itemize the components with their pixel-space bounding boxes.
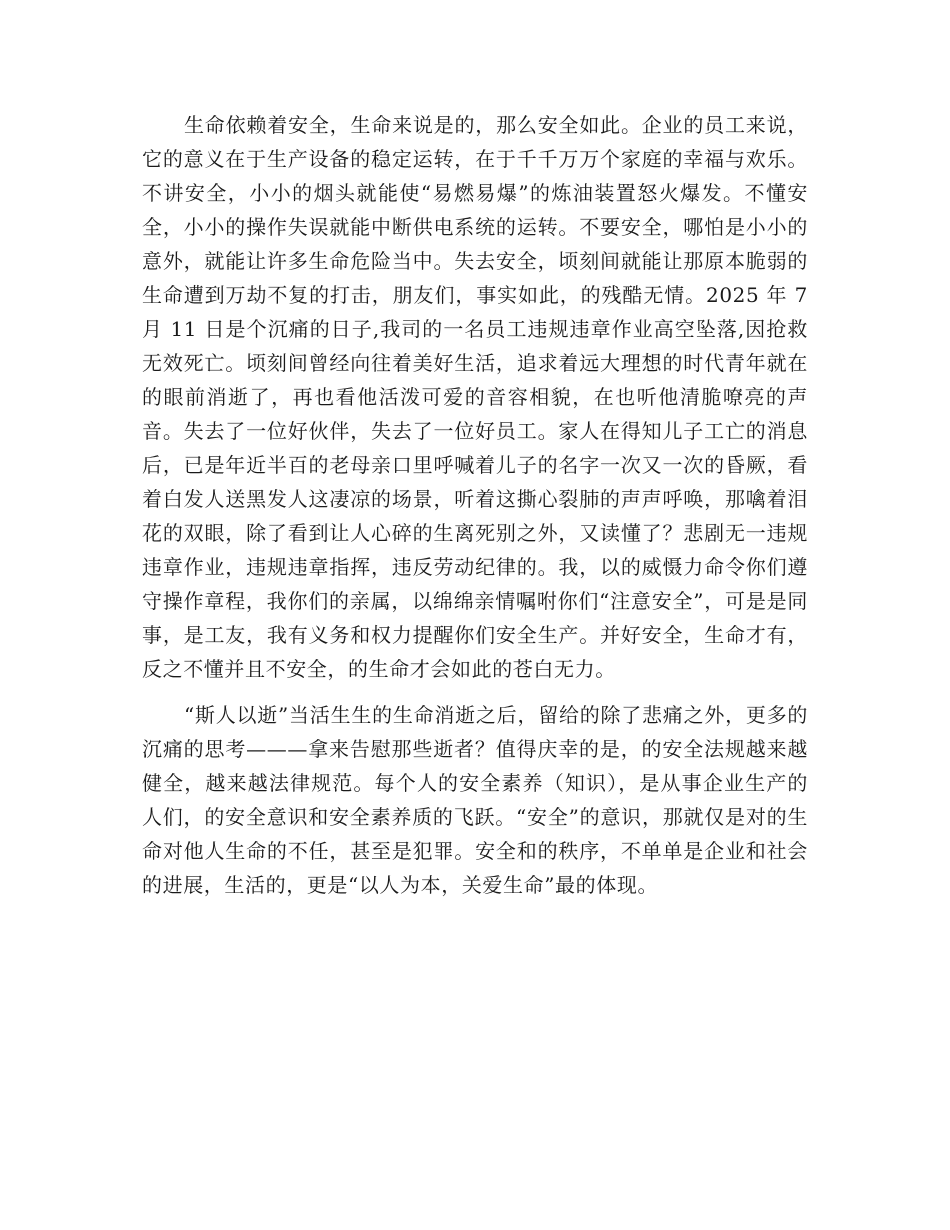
document-body [142, 108, 808, 914]
paragraph-2: “斯人以逝”当活生生的生命消逝之后，留给的除了悲痛之外，更多的沉痛的思考———拿来告慰那些逝者？值得庆幸的是，的安全法规越来越健全，越来越法律规范。每个人的安全素养（知识），是从事企业生产的人们，的安全意识和安全素养质的飞跃。“安全”的意识，那就仅是对的生命对他人生命的不任，甚至是犯罪。安全和的秩序，不单单是企业和社会的进展，生活的，更是“以人为本，关爱生命”最的体现。 [142, 703, 808, 897]
paragraph-1: 生命依赖着安全，生命来说是的，那么安全如此。企业的员工来说，它的意义在于生产设备的稳定运转，在于千千万万个家庭的幸福与欢乐。不讲安全，小小的烟头就能使“易燃易爆”的炼油装置怒火爆发。不懂安全，小小的操作失误就能中断供电系统的运转。不要安全，哪怕是小小的意外，就能让许多生命危险当中。失去安全，顷刻间就能让那原本脆弱的生命遭到万劫不复的打击，朋友们，事实如此，的残酷无情。2025 年 7 月 11 日是个沉痛的日子,我司的一名员工违规违章作业高空坠落,因抢救无效死亡。顷刻间曾经向往着美好生活，追求着远大理想的时代青年就在的眼前消逝了，再也看他活泼可爱的音容相貌，在也听他清脆嘹亮的声音。失去了一位好伙伴，失去了一位好员工。家人在得知儿子工亡的消息后，已是年近半百的老母亲口里呼喊着儿子的名字一次又一次的昏厥，看着白发人送黑发人这凄凉的场景，听着这撕心裂肺的声声呼唤，那噙着泪花的双眼，除了看到让人心碎的生离死别之外，又读懂了？悲剧无一违规违章作业，违规违章指挥，违反劳动纪律的。我，以的威慑力命令你们遵守操作章程，我你们的亲属，以绵绵亲情嘱咐你们“注意安全”，可是是同事，是工友，我有义务和权力提醒你们安全生产。并好安全，生命才有，反之不懂并且不安全，的生命才会如此的苍白无力。 [142, 113, 808, 681]
